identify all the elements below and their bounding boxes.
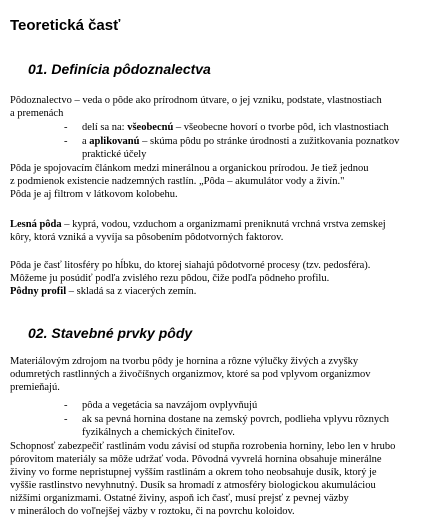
bullet-dash: -: [64, 136, 68, 147]
text-line: vyššie rastlinstvo nevyhnutný. Dusík sa hromadí z atmosféry biologickou akumuláciou: [10, 480, 376, 491]
bullet-dash: -: [64, 400, 68, 411]
section-heading-definition: 01. Definícia pôdoznalectva: [28, 61, 211, 77]
text-line: premieňajú.: [10, 382, 60, 393]
text-line: a premenách: [10, 108, 64, 119]
text-line: Môžeme ju posúdiť podľa zvislého rezu pôdou, čiže podľa pôdneho profilu.: [10, 273, 330, 284]
page-title: Teoretická časť: [10, 17, 121, 34]
text-line: v mineráloch do voľnejšej väzby v roztoku, či na povrchu koloidov.: [10, 506, 295, 517]
text-line: Pôda je časť litosféry po hĺbku, do ktorej siahajú pôdotvorné procesy (tzv. pedosféra).: [10, 260, 371, 271]
bullet-continuation: praktické účely: [82, 149, 147, 160]
bold-term: Lesná pôda: [10, 219, 65, 230]
bullet-bold-term: aplikovanú: [89, 136, 140, 147]
text-line: pórovitom materiály sa môže udržať voda. Pôvodná vyvrelá hornina obsahuje minerálne: [10, 454, 382, 465]
bullet-text: a: [82, 136, 90, 147]
text-line: Materiálovým zdrojom na tvorbu pôdy je hornina a rôzne výlučky živých a zvyšky: [10, 356, 359, 367]
bullet-dash: -: [64, 414, 68, 425]
text-line: kôry, ktorá vzniká a vyvíja sa pôsobením pôdotvorných faktorov.: [10, 232, 284, 243]
text-line: odumretých rastlinných a živočíšnych organizmov, ktoré sa pod vplyvom organizmov: [10, 369, 371, 380]
text: – kyprá, vodou, vzduchom a organizmami preniknutá vrchná vrstva zemskej: [64, 219, 386, 230]
bullet-bold-term: všeobecnú: [127, 122, 174, 133]
bullet-text: delí sa na:: [82, 122, 128, 133]
bullet-text: – všeobecne hovorí o tvorbe pôd, ich vlastnostiach: [173, 122, 389, 133]
bullet-dash: -: [64, 122, 68, 133]
bullet-item: pôda a vegetácia sa navzájom ovplyvňujú: [82, 400, 258, 411]
text: – skladá sa z viacerých zemín.: [68, 286, 197, 297]
text-line: Pôdoznalectvo – veda o pôde ako prírodnom útvare, o jej vzniku, podstate, vlastnostiach: [10, 95, 382, 106]
text-line: Schopnosť zabezpečiť rastlinám vodu závisí od stupňa rozrobenia horniny, lebo len v hrubo: [10, 441, 396, 452]
section-heading-building-blocks: 02. Stavebné prvky pôdy: [28, 325, 193, 341]
bullet-item: [82, 135, 399, 148]
text-line: živiny vo forme nepristupnej vyšším rastlinám a okrem toho neobsahuje dusík, ktorý je: [10, 467, 377, 478]
bold-term: Pôdny profil: [10, 286, 69, 297]
text-line-bold-lead: [10, 218, 386, 231]
text-line: nižšími organizmami. Ostatné živiny, aspoň ich časť, musí prejsť z pevnej väzby: [10, 493, 349, 504]
bullet-text: – skúma pôdu po stránke úrodnosti a zužitkovania poznatkov: [139, 136, 400, 147]
bullet-item: ak sa pevná hornina dostane na zemský povrch, podlieha vplyvu rôznych: [82, 414, 390, 425]
text-line: Pôda je spojovacím článkom medzi minerálnou a organickou prírodou. Je tiež jednou: [10, 163, 369, 174]
text-line: Pôda je aj filtrom v látkovom kolobehu.: [10, 189, 178, 200]
bullet-item: [82, 121, 389, 134]
bullet-continuation: fyzikálnych a chemických činiteľov.: [82, 427, 235, 438]
text-line: z podmienok existencie nadzemných rastlín. „Pôda – akumulátor vody a živín.": [10, 176, 345, 187]
text-line-bold-lead: [10, 285, 196, 298]
